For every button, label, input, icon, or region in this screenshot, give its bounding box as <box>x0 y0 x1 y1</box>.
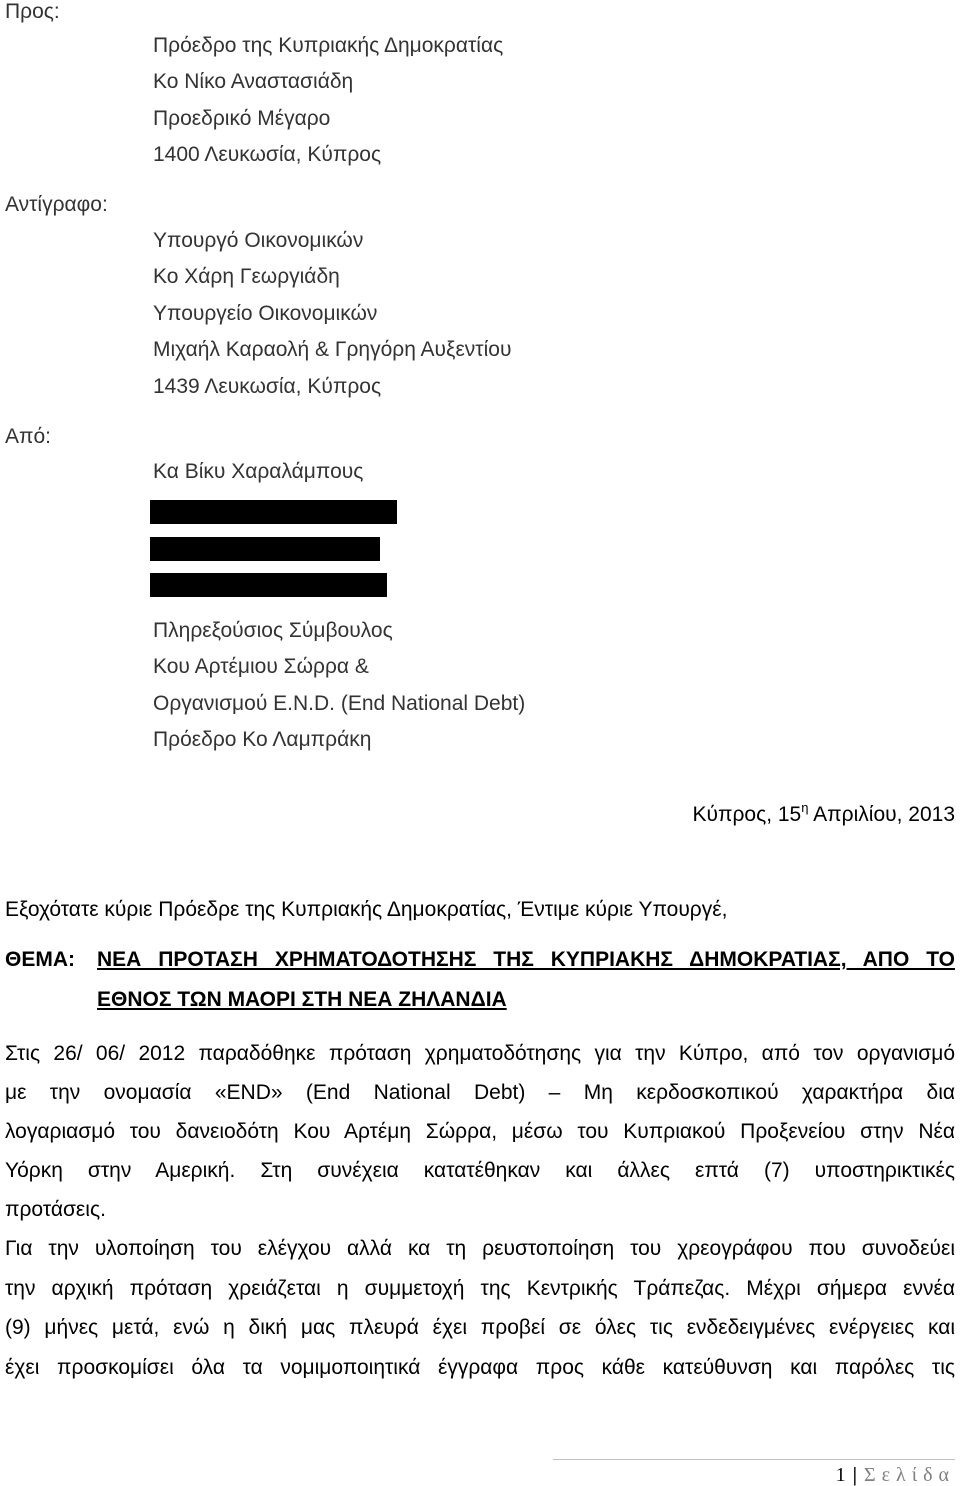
body-line: προτάσεις. <box>5 1197 106 1221</box>
sender-line: Οργανισμού E.N.D. (End National Debt) <box>153 691 526 715</box>
recipient-line: Κο Νίκο Αναστασιάδη <box>153 70 354 94</box>
body-line: Για την υλοποίηση του ελέγχου αλλά κα τη ρευστοποίηση του χρεογράφου που συνοδεύει <box>5 1237 955 1261</box>
page-footer <box>836 1465 955 1485</box>
cc-line: 1439 Λευκωσία, Κύπρος <box>153 375 382 399</box>
cc-line: Υπουργείο Οικονομικών <box>153 301 378 325</box>
body-paragraph <box>5 1034 955 1229</box>
letter-date <box>692 800 955 830</box>
salutation: Εξοχότατε κύριε Πρόεδρε της Κυπριακής Δημοκρατίας, Έντιμε κύριε Υπουργέ, <box>5 898 728 921</box>
page-word: Σελίδα <box>863 1464 955 1486</box>
from-label: Από: <box>5 425 52 448</box>
body-line: την αρχική πρόταση χρειάζεται η συμμετοχή της Κεντρικής Τράπεζας. Μέχρι σήμερα εννέα <box>5 1276 955 1300</box>
date-month-year: Απριλίου, 2013 <box>813 803 955 826</box>
date-place-day: Κύπρος, 15 <box>692 803 802 826</box>
page-separator: | <box>852 1464 857 1486</box>
recipient-line: Προεδρικό Μέγαρο <box>153 106 331 130</box>
redaction-bar <box>150 537 380 561</box>
sender-block <box>153 613 525 759</box>
recipient-line: 1400 Λευκωσία, Κύπρος <box>153 143 382 167</box>
cc-line: Κο Χάρη Γεωργιάδη <box>153 265 340 289</box>
page-number: 1 <box>835 1464 846 1486</box>
recipient-block <box>153 28 503 174</box>
subject-line: ΝΕΑ ΠΡΟΤΑΣΗ ΧΡΗΜΑΤΟΔΟΤΗΣΗΣ ΤΗΣ ΚΥΠΡΙΑΚΗΣ ΔΗΜΟΚΡΑΤΙΑΣ, ΑΠΟ ΤΟ <box>97 948 955 971</box>
body-line: λογαριασμό του δανειοδότη Κου Αρτέμη Σώρρα, μέσω του Κυπριακού Προξενείου στην Νέα <box>5 1119 955 1143</box>
body-line: έχει προσκομίσει όλα τα νομιμοποιητικά έγγραφα προς κάθε κατεύθυνση και παρόλες τις <box>5 1355 955 1379</box>
sender-line: Κου Αρτέμιου Σώρρα & <box>153 655 369 679</box>
cc-block <box>153 223 511 406</box>
sender-line: Πληρεξούσιος Σύμβουλος <box>153 618 393 642</box>
subject-line: ΕΘΝΟΣ ΤΩΝ ΜΑΟΡΙ ΣΤΗ ΝΕΑ ΖΗΛΑΝΔΙΑ <box>97 988 507 1011</box>
body-paragraph <box>5 1229 955 1387</box>
body-line: Στις 26/ 06/ 2012 παραδόθηκε πρόταση χρηματοδότησης για την Κύπρο, από τον οργανισμό <box>5 1041 955 1065</box>
sender-name: Κα Βίκυ Χαραλάμπους <box>153 459 364 483</box>
to-label: Προς: <box>5 0 60 23</box>
date-ordinal-suffix: η <box>801 800 809 815</box>
footer-rule <box>553 1459 955 1460</box>
cc-line: Μιχαήλ Καραολή & Γρηγόρη Αυξεντίου <box>153 338 512 362</box>
sender-name-block <box>153 454 363 491</box>
body-line: Υόρκη στην Αμερική. Στη συνέχεια κατατέθηκαν και άλλες επτά (7) υποστηρικτικές <box>5 1158 955 1182</box>
subject-label: ΘΕΜΑ: <box>5 948 75 971</box>
body-line: με την ονομασία «END» (End National Debt) – Μη κερδοσκοπικού χαρακτήρα δια <box>5 1080 955 1104</box>
subject-text <box>97 940 955 1020</box>
recipient-line: Πρόεδρο της Κυπριακής Δημοκρατίας <box>153 33 504 57</box>
cc-line: Υπουργό Οικονομικών <box>153 228 364 252</box>
redaction-bar <box>150 573 387 597</box>
sender-line: Πρόεδρο Κο Λαμπράκη <box>153 728 372 752</box>
body-line: (9) μήνες μετά, ενώ η δική μας πλευρά έχει προβεί σε όλες τις ενδεδειγμένες ενέργειες και <box>5 1316 955 1340</box>
redaction-bar <box>150 500 397 524</box>
cc-label: Αντίγραφο: <box>5 193 108 216</box>
